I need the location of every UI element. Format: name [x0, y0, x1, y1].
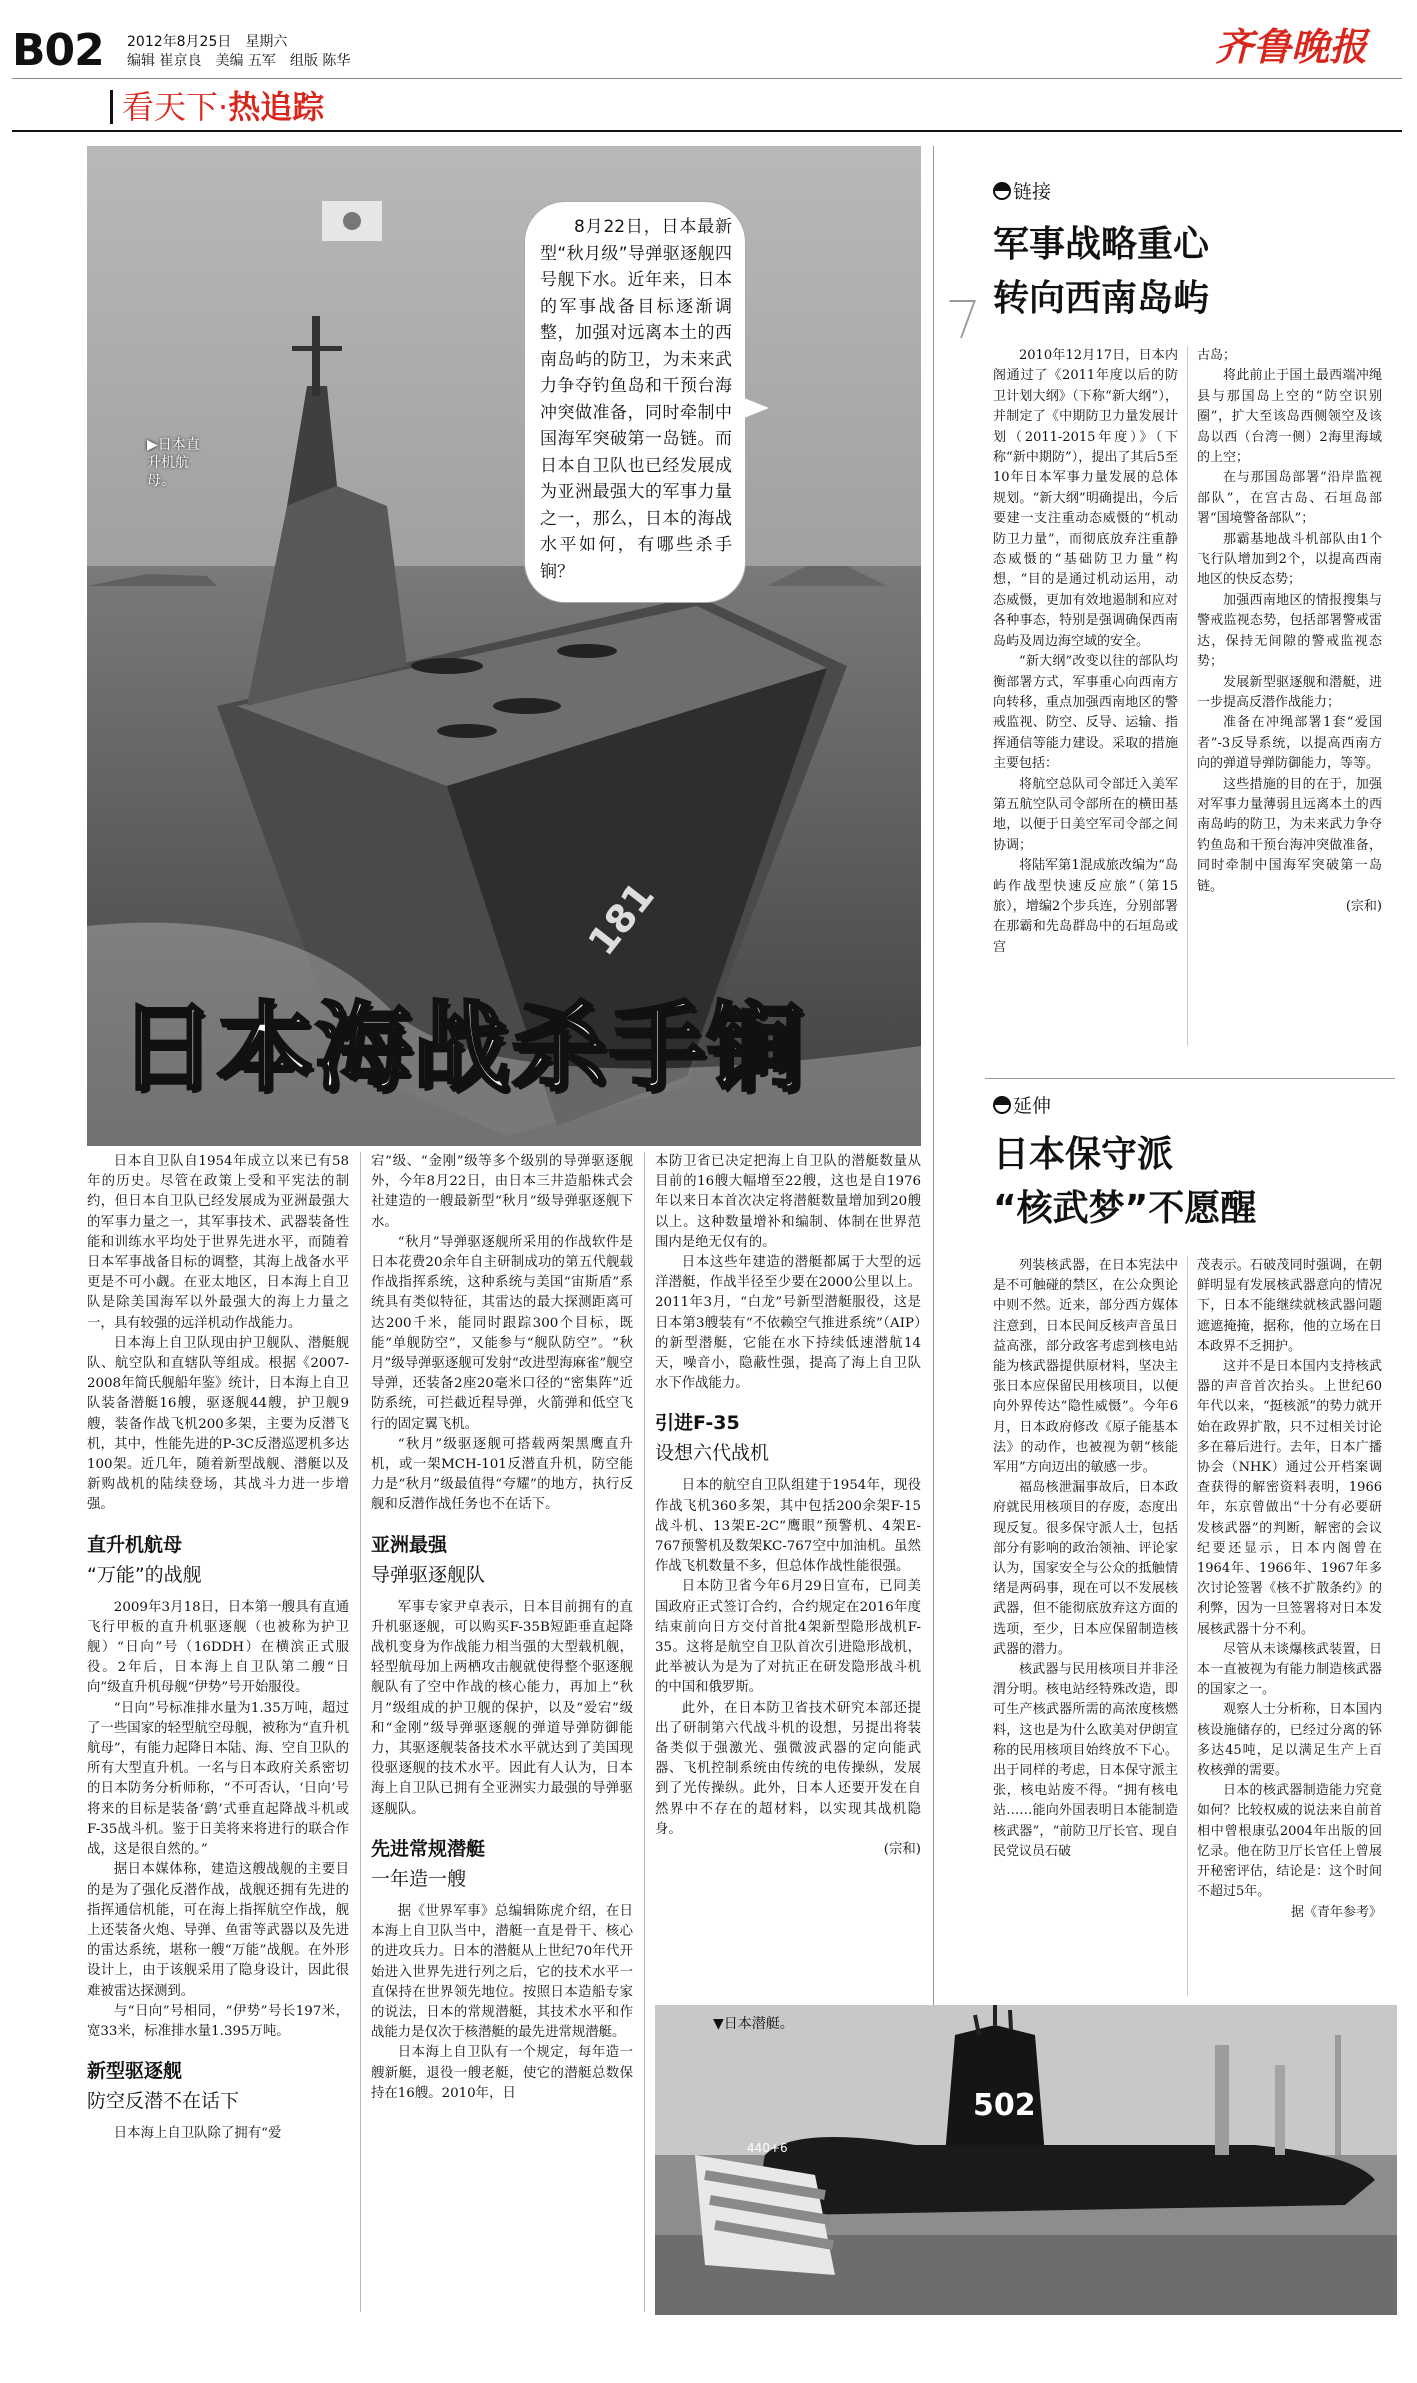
paragraph: 宕”级、“金刚”级等多个级别的导弹驱逐舰外，今年8月22日，由日本三井造船株式会社建造的一艘最新型“秋月”级导弹驱逐舰下水。 [371, 1154, 633, 1230]
subhead-conventional-submarine: 先进常规潜艇 [371, 1837, 486, 1860]
sail-number: 502 [973, 2088, 1036, 2123]
subhead-air-defense: 防空反潜不在话下 [87, 2090, 240, 2113]
editor-credits: 编辑 崔京良 美编 五军 组版 陈华 [127, 53, 351, 69]
photo-caption: ▶日本直升机航母。 [147, 437, 200, 489]
paragraph: 在与那国岛部署“沿岸监视部队”，在宫古岛、石垣岛部署“国境警备部队”； [1197, 470, 1382, 527]
intro-text: 8月22日，日本最新型“秋月级”导弹驱逐舰四号舰下水。近年来，日本的军事战备目标逐渐调整，加强对远离本土的西南岛屿的防卫，为未来武力争夺钓鱼岛和干预台海冲突做准备，同时牵制中国海军突破第一岛链。而日本自卫队也已经发展成为亚洲最强大的军事力量之一，那么，日本的海战水平如何，有哪些杀手锏？ [540, 217, 732, 582]
paragraph: 日本海上自卫队有一个规定，每年造一艘新艇，退役一艘老艇，使它的潜艇总数保持在16艘。2010年，日 [371, 2045, 633, 2101]
article-column-2 [371, 1152, 633, 2104]
sidebar2-column-a [993, 1256, 1178, 1862]
paragraph: 古岛； [1197, 348, 1237, 363]
paragraph: 与“日向”号相同，“伊势”号长197米，宽33米，标准排水量1.395万吨。 [87, 2003, 349, 2039]
section-title [122, 86, 324, 128]
paragraph: 2009年3月18日，日本第一艘具有直通飞行甲板的直升机驱逐舰（也被称为护卫舰）“日向”号（16DDH）在横滨正式服役。2年后，日本海上自卫队第二艘“日向”级直升机母舰“伊势”号开始服役。 [87, 1599, 349, 1696]
paragraph: 茂表示。石破茂同时强调，在朝鲜明显有发展核武器意向的情况下，日本不能继续就核武器问题遮遮掩掩，据称，他的立场在日本政界不乏拥护。 [1197, 1258, 1382, 1354]
paragraph: “新大纲”改变以往的部队均衡部署方式，军事重心向西南方向转移，重点加强西南地区的警戒监视、防空、反导、运输、指挥通信等能力建设。采取的措施主要包括： [993, 654, 1178, 772]
paragraph: 发展新型驱逐舰和潜艇，进一步提高反潜作战能力； [1197, 674, 1382, 710]
sidebar2-tag-label: 延伸 [1013, 1095, 1052, 1117]
submarine-caption: ▼日本潜艇。 [713, 2016, 794, 2032]
column-rule [360, 1152, 361, 2312]
bubble-tail [739, 396, 769, 420]
main-photo [87, 146, 921, 1146]
sidebar1-title [993, 218, 1209, 326]
article-column-1 [87, 1152, 349, 2144]
sidebar1-column-rule [1187, 346, 1188, 1046]
tag-circle-icon [993, 182, 1011, 200]
sidebar1-column-a [993, 346, 1178, 958]
sidebar2-column-rule [1187, 1256, 1188, 1996]
sidebar2-tag [993, 1094, 1051, 1118]
paragraph: 据《世界军事》总编辑陈虎介绍，在日本海上自卫队当中，潜艇一直是骨干、核心的进攻兵力。日本的潜艇从上世纪70年代开始进入世界先进行列之后，它的技术水平一直保持在世界领先地位。按照日本造船专家的说法，日本的常规潜艇，其技术水平和作战能力是仅次于核潜艇的最先进常规潜艇。 [371, 1903, 633, 2041]
sidebar1-title-line2: 转向西南岛屿 [993, 278, 1210, 319]
header-bottom-rule [12, 130, 1402, 132]
sidebar2-credit: 据《青年参考》 [1290, 1904, 1382, 1920]
weekday-text: 星期六 [245, 34, 288, 50]
sidebar2-title [993, 1128, 1256, 1236]
subhead-one-per-year: 一年造一艘 [371, 1867, 467, 1890]
paragraph: 将陆军第1混成旅改编为“岛屿作战型快速反应旅”（第15旅），增编2个步兵连，分别部署在那霸和先岛群岛中的石垣岛或宫 [993, 858, 1178, 955]
paragraph: 日本自卫队自1954年成立以来已有58年的历史。尽管在政策上受和平宪法的制约，但日本自卫队已经发展成为亚洲最强大的军事力量之一，其军事技术、武器装备性能和训练水平均处于世界先进水平，而随着日本军事战备目标的调整，其海上战备水平更是不可小觑。在亚太地区，日本海上自卫队是除美国海军以外最强大的海上力量之一，具有较强的远洋机动作战能力。 [87, 1154, 349, 1331]
paragraph: 日本这些年建造的潜艇都属于大型的远洋潜艇，作战半径至少要在2000公里以上。2011年3月，“白龙”号新型潜艇服役，这是日本第3艘装有“不依赖空气推进系统”（AIP）的新型潜艇，它能在水下持续低速潜航14天，噪音小，隐蔽性强，提高了海上自卫队水下作战能力。 [655, 1255, 921, 1392]
sidebar-divider [933, 146, 934, 2312]
paragraph: “日向”号标准排水量为1.35万吨，超过了一些国家的轻型航空母舰，被称为“直升机航母”，有能力起降日本陆、海、空自卫队的所有大型直升机。一名与日本政府关系密切的日本防务分析师称，“不可否认，‘日向’号将来的目标是装备‘鹞’式垂直起降战斗机或F-35战斗机。鉴于日美将来将进行的联合作战，这是很自然的。” [87, 1700, 349, 1858]
submarine-photo-illustration [655, 2005, 1397, 2315]
main-headline: 日本海战杀手锏 [119, 992, 805, 1104]
paragraph: 2010年12月17日，日本内阁通过了《2011年度以后的防卫计划大纲》（下称“新大纲”），并制定了《中期防卫力量发展计划（2011-2015年度）》（下称“新中期防”），提出了其后5至10年日本军事力量发展的总体规划。“新大纲”明确提出，今后要建一支注重动态威慑的“机动防卫力量”，而彻底放弃注重静态威慑的“基础防卫力量”构想，“目的是通过机动运用，动态威慑，更加有效地遏制和应对各种事态，特别是强调确保西南岛屿及周边海空域的安全。 [993, 348, 1178, 649]
article-credit: (宗和) [883, 1842, 921, 1858]
paragraph: 此外，在日本防卫省技术研究本部还提出了研制第六代战斗机的设想，另提出将装备类似于强激光、强微波武器的定向能武器、飞机控制系统由传统的电传操纵，发展到了光传操纵。此外，日本人还要开发在自然界中不存在的超材料，以实现其战机隐身。 [655, 1700, 921, 1837]
paragraph: 这些措施的目的在于，加强对军事力量薄弱且远离本土的西南岛屿的防卫，为未来武力争夺钓鱼岛和干预台海冲突做准备，同时牵制中国海军突破第一岛链。 [1197, 776, 1382, 894]
paragraph: 日本的航空自卫队组建于1954年，现役作战飞机360多架，其中包括200余架F-15战斗机、13架E-2C“鹰眼”预警机、4架E-767预警机及数架KC-767空中加油机。虽然作战飞机数量不多，但总体作战性能很强。 [655, 1478, 921, 1575]
header-rule [12, 78, 1402, 79]
subhead-versatile-warship: “万能”的战舰 [87, 1563, 202, 1586]
sidebar1-credit: (宗和) [1345, 898, 1382, 914]
sidebar1-quote-deco [936, 300, 976, 338]
paragraph: 日本的核武器制造能力究竟如何？比较权威的说法来自前首相中曾根康弘2004年出版的回忆录。他在防卫厅长官任上曾展开秘密评估，结论是：这个时间不超过5年。 [1197, 1783, 1382, 1900]
subhead-destroyer-fleet: 导弹驱逐舰队 [371, 1563, 486, 1586]
paragraph: 据日本媒体称，建造这艘战舰的主要目的是为了强化反潜作战，战舰还拥有先进的指挥通信机能，可在海上指挥航空作战，舰上还装备火炮、导弹、鱼雷等武器以及先进的雷达系统，堪称一艘“万能”战舰。在外形设计上，由于该舰采用了隐身设计，因此很难被雷达探测到。 [87, 1862, 349, 1999]
hull-mark: 440+6 [747, 2141, 788, 2155]
section-highlight: 热追踪 [228, 88, 325, 126]
paragraph: 将航空总队司令部迁入美军第五航空队司令部所在的横田基地，以便于日美空军司令部之间协调； [993, 776, 1178, 853]
masthead-logo: 齐鲁晚报 [1215, 24, 1368, 69]
paragraph: 那霸基地战斗机部队由1个飞行队增加到2个，以提高西南地区的快反态势； [1197, 531, 1382, 588]
paragraph: 日本海上自卫队除了拥有“爱 [113, 2126, 282, 2142]
paragraph: 列装核武器，在日本宪法中是不可触碰的禁区，在公众舆论中则不然。近来，部分西方媒体注意到，日本民间反核声音虽日益高涨，部分政客考虑到核电站能为核武器提供原材料，坚决主张日本应保留民用核项目，以便向外界传达“隐性威慑”。今年6月，日本政府修改《原子能基本法》的动作，也被视为朝“核能军用”方向迈出的敏感一步。 [993, 1258, 1178, 1476]
section-name: 看天下· [122, 88, 229, 126]
hull-number: 181 [579, 873, 663, 964]
sidebar1-tag-label: 链接 [1013, 181, 1052, 203]
subhead-sixth-gen: 设想六代战机 [655, 1442, 770, 1465]
paragraph: 观察人士分析称，日本国内核设施储存的，已经过分离的钚多达45吨，足以满足生产上百枚核弹的需要。 [1197, 1702, 1382, 1779]
subhead-asia-strongest: 亚洲最强 [371, 1533, 448, 1556]
column-rule [644, 1152, 645, 2312]
paragraph: 加强西南地区的情报搜集与警戒监视态势，包括部署警戒雷达，保持无间隙的警戒监视态势； [1197, 592, 1382, 670]
subhead-new-destroyer: 新型驱逐舰 [87, 2060, 183, 2083]
sidebar1-title-line1: 军事战略重心 [993, 224, 1210, 265]
article-column-3 [655, 1152, 921, 1860]
paragraph: 日本海上自卫队现由护卫舰队、潜艇舰队、航空队和直辖队等组成。根据《2007-2008年简氏舰船年鉴》统计，日本海上自卫队装备潜艇16艘，驱逐舰44艘，护卫舰9艘，装备作战飞机200多架，主要为反潜飞机，其中，性能先进的P-3C反潜巡逻机多达100架。近几年，随着新型战舰、潜艇以及新购战机的陆续登场，其战斗力进一步增强。 [87, 1335, 349, 1513]
date-text: 2012年8月25日 [127, 34, 232, 50]
sidebar1-tag [993, 180, 1051, 204]
paragraph: 将此前止于国土最西端冲绳县与那国岛上空的“防空识别圈”，扩大至该岛西侧领空及该岛以西（台湾一侧）2海里海域的上空； [1197, 368, 1382, 466]
paragraph: 本防卫省已决定把海上自卫队的潜艇数量从目前的16艘大幅增至22艘，这也是自1976年以来日本首次决定将潜艇数量增加到20艘以上。这种数量增补和编制、体制在世界范围内是绝无仅有的。 [655, 1154, 921, 1250]
paragraph: 军事专家尹卓表示，日本目前拥有的直升机驱逐舰，可以购买F-35B短距垂直起降战机变身为作战能力相当强的大型载机舰，轻型航母加上两栖攻击舰就使得整个驱逐舰舰队有了空中作战的核心能力，再加上“秋月”级组成的护卫舰的保护，以及“爱宕”级和“金刚”级导弹驱逐舰的弹道导弹防御能力，其驱逐舰装备技术水平就达到了美国现役驱逐舰的技术水平。因此有人认为，日本海上自卫队已拥有全亚洲实力最强的导弹驱逐舰队。 [371, 1599, 633, 1817]
sidebar-separator [985, 1078, 1395, 1079]
paragraph: 日本防卫省今年6月29日宣布，已同美国政府正式签订合约，合约规定在2016年度结束前向日方交付首批4架新型隐形战机F-35。这将是航空自卫队首次引进隐形战机，此举被认为是为了对抗正在研发隐形战斗机的中国和俄罗斯。 [655, 1579, 921, 1696]
paragraph: 准备在冲绳部署1套“爱国者”-3反导系统，以提高西南方向的弹道导弹防御能力，等等。 [1197, 715, 1382, 772]
subhead-helicopter-carrier: 直升机航母 [87, 1533, 183, 1556]
issue-date [127, 33, 287, 51]
paragraph: “秋月”导弹驱逐舰所采用的作战软件是日本花费20余年自主研制成功的第五代舰载作战指挥系统，这种系统与美国“宙斯盾”系统具有类似特征，其雷达的最大探测距离可达200千米，能同时跟踪300个目标，既能“单舰防空”，又能参与“舰队防空”。“秋月”级导弹驱逐舰可发射“改进型海麻雀”舰空导弹，还装备2座20毫米口径的“密集阵”近防系统，可拦截近程导弹，火箭弹和低空飞行的固定翼飞机。 [371, 1234, 633, 1432]
tag-circle-icon [993, 1096, 1011, 1114]
paragraph: 这并不是日本国内支持核武器的声音首次抬头。上世纪60年代以来，“挺核派”的势力就开始在政界扩散，只不过相关讨论多在幕后进行。去年，日本广播协会（NHK）通过公开档案调查获得的解密资料表明，1966年，东京曾做出“十分有必要研发核武器”的判断，解密的会议纪要还显示，日本内阁曾在1964年、1966年、1967年多次讨论签署《核不扩散条约》的利弊，因为一旦签署将对日本发展核武器十分不利。 [1197, 1359, 1382, 1637]
paragraph: 核武器与民用核项目并非泾渭分明。核电站经特殊改造，即可生产核武器所需的高浓度核燃料，这也是为什么欧美对伊朗宣称的民用核项目始终放不下心。出于同样的考虑，日本保守派主张，核电站废不得。“拥有核电站……能向外国表明日本能制造核武器”，“前防卫厅长官、现自民党议员石破 [993, 1662, 1178, 1859]
subhead-f35: 引进F-35 [655, 1412, 740, 1435]
sidebar1-column-b [1197, 346, 1382, 917]
paragraph: 尽管从未谈爆核武装置，日本一直被视为有能力制造核武器的国家之一。 [1197, 1641, 1382, 1698]
paragraph: 福岛核泄漏事故后，日本政府就民用核项目的存废，态度出现反复。很多保守派人士，包括部分有影响的政治领袖、评论家认为，国家安全与公众的抵触情绪是两码事，现在可以不发展核武器，但不能彻底放弃这方面的选项，至少，日本应保留制造核武器的潜力。 [993, 1480, 1178, 1657]
header-vbar [110, 90, 113, 124]
page-number: B02 [12, 25, 104, 76]
submarine-photo [655, 2005, 1397, 2315]
sidebar2-title-line2: “核武梦”不愿醒 [993, 1188, 1257, 1229]
sidebar2-column-b [1197, 1256, 1382, 1923]
sidebar2-title-line1: 日本保守派 [993, 1134, 1174, 1175]
paragraph: “秋月”级驱逐舰可搭载两架黑鹰直升机，或一架MCH-101反潜直升机，防空能力是“秋月”级最值得“夸耀”的地方，执行反舰和反潜作战任务也不在话下。 [371, 1436, 633, 1513]
